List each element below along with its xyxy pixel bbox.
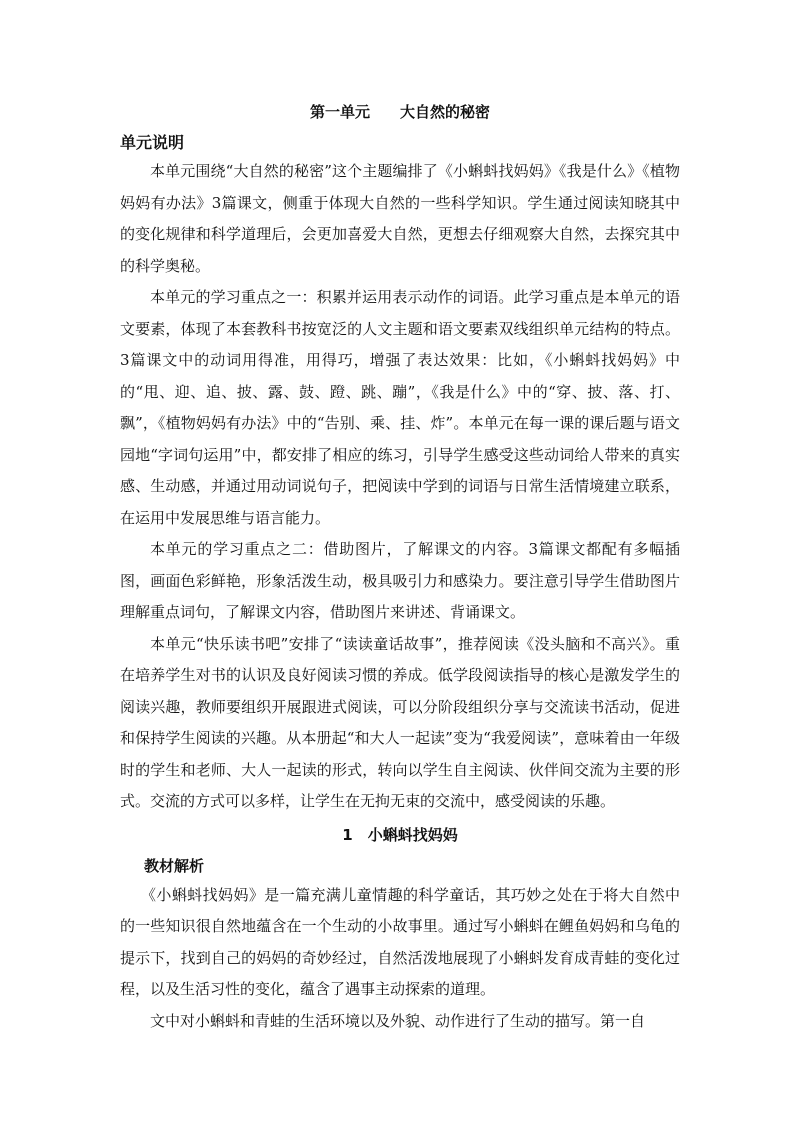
lesson-title: 1 小蝌蚪找妈妈: [342, 825, 458, 844]
intro-paragraph-2: 本单元的学习重点之一：积累并运用表示动作的词语。此学习重点是本单元的语文要素，体现了本套教科书按宽泛的人文主题和语文要素双线组织单元结构的特点。3篇课文中的动词用得准，用得巧，增强了表达效果：比如，《小蝌蚪找妈妈》中的“甩、迎、追、披、露、鼓、蹬、跳、蹦”，《我是什么》中的“穿、披、落、打、飘”，《植物妈妈有办法》中的“告别、乘、挂、炸”。本单元在每一课的课后题与语文园地“字词句运用”中，都安排了相应的练习，引导学生感受这些动词给人带来的真实感、生动感，并通过用动词说句子，把阅读中学到的词语与日常生活情境建立联系，在运用中发展思维与语言能力。: [120, 288, 680, 527]
unit-intro-heading: 单元说明: [120, 133, 185, 152]
intro-paragraph-3: 本单元的学习重点之二：借助图片，了解课文的内容。3篇课文都配有多幅插图，画面色彩鲜艳，形象活泼生动，极具吸引力和感染力。要注意引导学生借助图片理解重点词句，了解课文内容，借助图片来讲述、背诵课文。: [120, 540, 680, 621]
intro-paragraph-1: 本单元围绕“大自然的秘密”这个主题编排了《小蝌蚪找妈妈》《我是什么》《植物妈妈有办法》3篇课文，侧重于体现大自然的一些科学知识。学生通过阅读知晓其中的变化规律和科学道理后，会更加喜爱大自然，更想去仔细观察大自然，去探究其中的科学奥秘。: [120, 162, 680, 275]
unit-title: 第一单元 大自然的秘密: [309, 103, 490, 121]
lesson-paragraph-2: 文中对小蝌蚪和青蛙的生活环境以及外貌、动作进行了生动的描写。第一自: [150, 1011, 646, 1030]
document-page: [120, 98, 680, 1037]
lesson-paragraph-1: 《小蝌蚪找妈妈》是一篇充满儿童情趣的科学童话，其巧妙之处在于将大自然中的一些知识很自然地蕴含在一个生动的小故事里。通过写小蝌蚪在鲤鱼妈妈和乌龟的提示下，找到自己的妈妈的奇妙经过，自然活泼地展现了小蝌蚪发育成青蛙的变化过程，以及生活习性的变化，蕴含了遇事主动探索的道理。: [120, 885, 680, 998]
intro-paragraph-4: 本单元“快乐读书吧”安排了“读读童话故事”，推荐阅读《没头脑和不高兴》。重在培养学生对书的认识及良好阅读习惯的养成。低学段阅读指导的核心是激发学生的阅读兴趣，教师要组织开展跟进式阅读，可以分阶段组织分享与交流读书活动，促进和保持学生阅读的兴趣。从本册起“和大人一起读”变为“我爱阅读”，意味着由一年级时的学生和老师、大人一起读的形式，转向以学生自主阅读、伙伴间交流为主要的形式。交流的方式可以多样，让学生在无拘无束的交流中，感受阅读的乐趣。: [120, 634, 680, 810]
lesson-subheading: 教材解析: [144, 856, 205, 875]
